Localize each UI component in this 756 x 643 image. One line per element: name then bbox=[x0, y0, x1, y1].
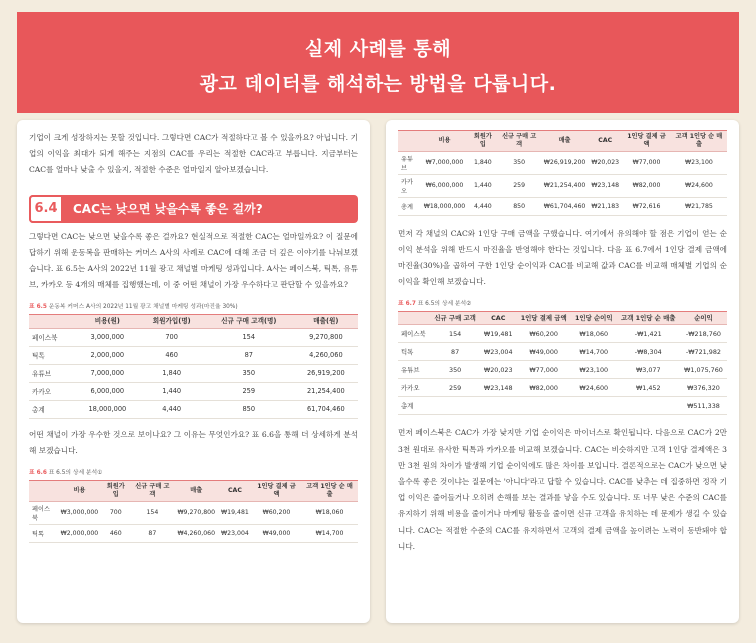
table-cell: 카카오 bbox=[398, 379, 430, 397]
header-banner bbox=[17, 12, 739, 113]
column-header: 고객 1인당 순 매출 bbox=[301, 481, 358, 502]
table-6-6-caption bbox=[17, 467, 370, 476]
table-cell: 850 bbox=[498, 197, 541, 215]
column-header: 비용(원) bbox=[75, 315, 139, 328]
table-cell: 틱톡 bbox=[29, 524, 58, 542]
table-cell bbox=[516, 397, 570, 415]
table-cell: ₩60,200 bbox=[516, 325, 570, 343]
table-cell: 6,000,000 bbox=[75, 382, 139, 400]
table-cell: 87 bbox=[204, 346, 294, 364]
table-cell: 총계 bbox=[29, 400, 75, 418]
column-header: 순이익 bbox=[680, 312, 727, 325]
table-6-7 bbox=[398, 311, 727, 415]
table-cell: 틱톡 bbox=[398, 343, 430, 361]
table-row bbox=[398, 379, 727, 397]
column-header: 고객 1인당 순 매출 bbox=[617, 312, 680, 325]
table-cell: ₩20,023 bbox=[588, 151, 622, 174]
caption-number: 표 6.6 bbox=[29, 470, 47, 477]
section-paragraph: 그렇다면 CAC는 낮으면 낮을수록 좋은 걸까요? 현실적으로 적절한 CAC는 얼마일까요? 이 질문에 답하기 위해 운동복을 판매하는 커머스 A사의 사례로 CAC에 대해 조금 더 깊은 이야기를 나눠보겠습니다. 표 6.5는 A사의 2022년 11월 광고 채널별 마케팅 성과입니다. A사는 페이스북, 틱톡, 유튜브, 카카오 등 4개의 매체를 집행했는데, 이 중 어떤 채널이 가장 우수하다고 판단할 수 있을까요? bbox=[29, 231, 358, 290]
table-row bbox=[29, 346, 358, 364]
table-cell: 7,000,000 bbox=[75, 364, 139, 382]
table-cell: ₩21,183 bbox=[588, 197, 622, 215]
table-cell: ₩20,023 bbox=[480, 361, 516, 379]
table-cell: ₩18,060 bbox=[571, 325, 617, 343]
column-header: 신규 구매 고객 bbox=[498, 131, 541, 152]
column-header: CAC bbox=[218, 481, 252, 502]
table-cell: 259 bbox=[430, 379, 480, 397]
table-row bbox=[29, 524, 358, 542]
table-cell: ₩60,200 bbox=[252, 501, 301, 524]
banner-title-line1: 실제 사례를 통해 bbox=[304, 38, 452, 60]
table-cell: ₩18,000,000 bbox=[421, 197, 469, 215]
table-cell: 154 bbox=[430, 325, 480, 343]
table-cell: ₩14,700 bbox=[301, 524, 358, 542]
table-cell: 1,440 bbox=[139, 382, 203, 400]
table-cell: 460 bbox=[139, 346, 203, 364]
table-cell: 700 bbox=[139, 328, 203, 346]
table-cell: 1,840 bbox=[139, 364, 203, 382]
table-cell: ₩49,000 bbox=[252, 524, 301, 542]
table-cell: 총계 bbox=[398, 197, 421, 215]
table-cell: 26,919,200 bbox=[294, 364, 358, 382]
table-cell: 3,000,000 bbox=[75, 328, 139, 346]
table-cell: ₩511,338 bbox=[680, 397, 727, 415]
column-header: 1인당 결제 금액 bbox=[252, 481, 301, 502]
column-header: 1인당 결제 금액 bbox=[516, 312, 570, 325]
caption-text: 표 6.5의 상세 분석① bbox=[48, 470, 103, 477]
table-cell: ₩6,000,000 bbox=[421, 174, 469, 197]
table-cell: ₩49,000 bbox=[516, 343, 570, 361]
table-cell: -₩1,421 bbox=[617, 325, 680, 343]
column-header: 신규 구매 고객 bbox=[130, 481, 174, 502]
table-cell: 유튜브 bbox=[29, 364, 75, 382]
table-cell: 페이스북 bbox=[398, 325, 430, 343]
column-header: 매출 bbox=[541, 131, 589, 152]
table-row bbox=[29, 400, 358, 418]
column-header: 신규 구매 고객 bbox=[430, 312, 480, 325]
column-header: 매출 bbox=[174, 481, 218, 502]
table-cell: 9,270,800 bbox=[294, 328, 358, 346]
table-cell: 700 bbox=[101, 501, 130, 524]
table-cell: -₩721,982 bbox=[680, 343, 727, 361]
table-row bbox=[29, 501, 358, 524]
table-cell: ₩61,704,460 bbox=[541, 197, 589, 215]
table-cell bbox=[571, 397, 617, 415]
table-cell: 87 bbox=[130, 524, 174, 542]
caption-number: 표 6.5 bbox=[29, 304, 47, 311]
column-header bbox=[398, 312, 430, 325]
column-header bbox=[29, 481, 58, 502]
table-cell: 카카오 bbox=[29, 382, 75, 400]
section-number: 6.4 bbox=[29, 195, 63, 223]
table-cell: 4,440 bbox=[468, 197, 497, 215]
column-header: 비용 bbox=[421, 131, 469, 152]
table-cell: ₩21,785 bbox=[671, 197, 727, 215]
table-cell: ₩7,000,000 bbox=[421, 151, 469, 174]
table-cell: 154 bbox=[130, 501, 174, 524]
table-cell: 259 bbox=[498, 174, 541, 197]
table-cell: 카카오 bbox=[398, 174, 421, 197]
table-cell: ₩77,000 bbox=[516, 361, 570, 379]
table-row bbox=[398, 361, 727, 379]
right-page bbox=[386, 120, 739, 623]
table-cell: ₩23,100 bbox=[671, 151, 727, 174]
table-cell: -₩8,304 bbox=[617, 343, 680, 361]
table-cell: 1,440 bbox=[468, 174, 497, 197]
table-cell bbox=[480, 397, 516, 415]
column-header: 비용 bbox=[58, 481, 102, 502]
column-header: 1인당 순이익 bbox=[571, 312, 617, 325]
table-cell: -₩218,760 bbox=[680, 325, 727, 343]
table-cell: 유튜브 bbox=[398, 361, 430, 379]
conclusion-paragraph: 먼저 페이스북은 CAC가 가장 낮지만 기업 순이익은 마이너스로 확인됩니다. 다음으로 CAC가 2만 3천 원대로 유사한 틱톡과 카카오를 비교해 보겠습니다. CAC는 비슷하지만 고객 1인당 결제액은 3만 3천 원의 차이가 발생해 기업 순이익에도 많은 차이를 보입니다. 결론적으로는 CAC가 낮으면 낮을수록 좋은 것이냐는 질문에는 '아니다'라고 답할 수 있습니다. CAC를 낮추는 데 집중하면 정작 기업 이익은 줄어들거나 오히려 손해를 보는 결과를 낳을 수도 있습니다. 또 너무 낮은 수준의 CAC를 유지하기 위해 비용을 줄이거나 마케팅 활동을 줄이면 신규 고객을 유치하는 데 문제가 생길 수 있습니다. CAC는 적절한 수준의 CAC를 유지하면서 고객의 결제 금액을 높이려는 노력이 동반돼야 합니다. bbox=[398, 428, 727, 551]
column-header: 고객 1인당 순 매출 bbox=[671, 131, 727, 152]
table-cell: 350 bbox=[498, 151, 541, 174]
table-cell: 61,704,460 bbox=[294, 400, 358, 418]
table-cell: ₩72,616 bbox=[622, 197, 671, 215]
table-cell: 페이스북 bbox=[29, 501, 58, 524]
table-cell: ₩18,060 bbox=[301, 501, 358, 524]
column-header bbox=[29, 315, 75, 328]
column-header: 회원가입 bbox=[101, 481, 130, 502]
table-6-5-caption bbox=[17, 301, 370, 310]
table-6-6 bbox=[29, 480, 358, 543]
table-cell: ₩4,260,060 bbox=[174, 524, 218, 542]
column-header: 1인당 결제 금액 bbox=[622, 131, 671, 152]
table-cell: 틱톡 bbox=[29, 346, 75, 364]
table-cell: ₩1,452 bbox=[617, 379, 680, 397]
table-row bbox=[398, 151, 727, 174]
table-row bbox=[398, 397, 727, 415]
table-cell: 850 bbox=[204, 400, 294, 418]
table-cell bbox=[617, 397, 680, 415]
table-cell: ₩2,000,000 bbox=[58, 524, 102, 542]
table-6-7-caption bbox=[386, 298, 739, 307]
table-cell: ₩23,100 bbox=[571, 361, 617, 379]
table-cell: ₩82,000 bbox=[622, 174, 671, 197]
table-cell: 2,000,000 bbox=[75, 346, 139, 364]
left-page bbox=[17, 120, 370, 623]
table-cell: ₩14,700 bbox=[571, 343, 617, 361]
table-cell: ₩23,148 bbox=[480, 379, 516, 397]
table-cell: ₩376,320 bbox=[680, 379, 727, 397]
table-cell: ₩3,000,000 bbox=[58, 501, 102, 524]
table-cell: 350 bbox=[204, 364, 294, 382]
table-cell: 유튜브 bbox=[398, 151, 421, 174]
table-cell: 259 bbox=[204, 382, 294, 400]
banner-title-line2: 광고 데이터를 해석하는 방법을 다룹니다. bbox=[199, 73, 557, 95]
table-row bbox=[398, 174, 727, 197]
analysis-paragraph: 먼저 각 채널의 CAC와 1인당 구매 금액을 구했습니다. 여기에서 유의해야 할 점은 기업이 얻는 순이익 분석을 위해 반드시 마진율을 반영해야 한다는 것입니다. 다음 표 6.7에서 1인당 결제 금액에 마진율(30%)을 곱하여 구한 1인당 순이익과 CAC를 비교해 값과 CAC를 비교해 매체별 기업의 순이익을 확인해 보겠습니다. bbox=[398, 228, 727, 287]
table-cell: 460 bbox=[101, 524, 130, 542]
section-heading bbox=[29, 195, 358, 223]
table-cell: ₩23,004 bbox=[218, 524, 252, 542]
table-cell: ₩26,919,200 bbox=[541, 151, 589, 174]
table-row bbox=[398, 197, 727, 215]
table-row bbox=[29, 328, 358, 346]
table-cell: ₩3,077 bbox=[617, 361, 680, 379]
table-cell: ₩1,075,760 bbox=[680, 361, 727, 379]
column-header: 신규 구매 고객(명) bbox=[204, 315, 294, 328]
table-cell: 4,440 bbox=[139, 400, 203, 418]
table-cell: ₩19,481 bbox=[480, 325, 516, 343]
table-row bbox=[398, 325, 727, 343]
table-cell: ₩23,004 bbox=[480, 343, 516, 361]
table-row bbox=[29, 364, 358, 382]
column-header: 매출(원) bbox=[294, 315, 358, 328]
column-header: 회원가입(명) bbox=[139, 315, 203, 328]
table-row bbox=[29, 382, 358, 400]
table-cell: 18,000,000 bbox=[75, 400, 139, 418]
table-cell: 350 bbox=[430, 361, 480, 379]
table-cell: ₩23,148 bbox=[588, 174, 622, 197]
table-cell: 87 bbox=[430, 343, 480, 361]
table-row bbox=[398, 343, 727, 361]
intro-paragraph: 기업이 크게 성장하지는 못할 것입니다. 그렇다면 CAC가 적절하다고 볼 수 있을까요? 아닙니다. 기업의 이익을 최대가 되게 해주는 지점의 CAC를 우리는 적절한 CAC라고 부릅니다. 지금부터는 CAC를 얼마나 낮출 수 있을지, 적절한 수준은 얼마일지 알아보겠습니다. bbox=[29, 133, 358, 175]
table-cell bbox=[430, 397, 480, 415]
table-cell: ₩24,600 bbox=[571, 379, 617, 397]
table-cell: 페이스북 bbox=[29, 328, 75, 346]
caption-number: 표 6.7 bbox=[398, 301, 416, 308]
column-header: CAC bbox=[480, 312, 516, 325]
table-cell: 총계 bbox=[398, 397, 430, 415]
caption-text: 표 6.5의 상세 분석② bbox=[417, 301, 472, 308]
table-cell: 1,840 bbox=[468, 151, 497, 174]
section-title: CAC는 낮으면 낮을수록 좋은 걸까? bbox=[73, 202, 263, 217]
table-cell: ₩24,600 bbox=[671, 174, 727, 197]
table-cell: ₩19,481 bbox=[218, 501, 252, 524]
table-cell: 154 bbox=[204, 328, 294, 346]
table-cell: ₩77,000 bbox=[622, 151, 671, 174]
table-6-6-continued bbox=[398, 130, 727, 216]
column-header: 회원가입 bbox=[468, 131, 497, 152]
table-cell: ₩82,000 bbox=[516, 379, 570, 397]
question-paragraph: 어떤 채널이 가장 우수한 것으로 보이나요? 그 이유는 무엇인가요? 표 6.6을 통해 더 상세하게 분석해 보겠습니다. bbox=[29, 429, 358, 455]
caption-text: 운동복 커머스 A사의 2022년 11월 광고 채널별 마케팅 성과(마진율 30%) bbox=[48, 304, 238, 311]
table-cell: ₩21,254,400 bbox=[541, 174, 589, 197]
table-cell: 4,260,060 bbox=[294, 346, 358, 364]
table-6-5 bbox=[29, 314, 358, 418]
column-header: CAC bbox=[588, 131, 622, 152]
table-cell: 21,254,400 bbox=[294, 382, 358, 400]
column-header bbox=[398, 131, 421, 152]
table-cell: ₩9,270,800 bbox=[174, 501, 218, 524]
